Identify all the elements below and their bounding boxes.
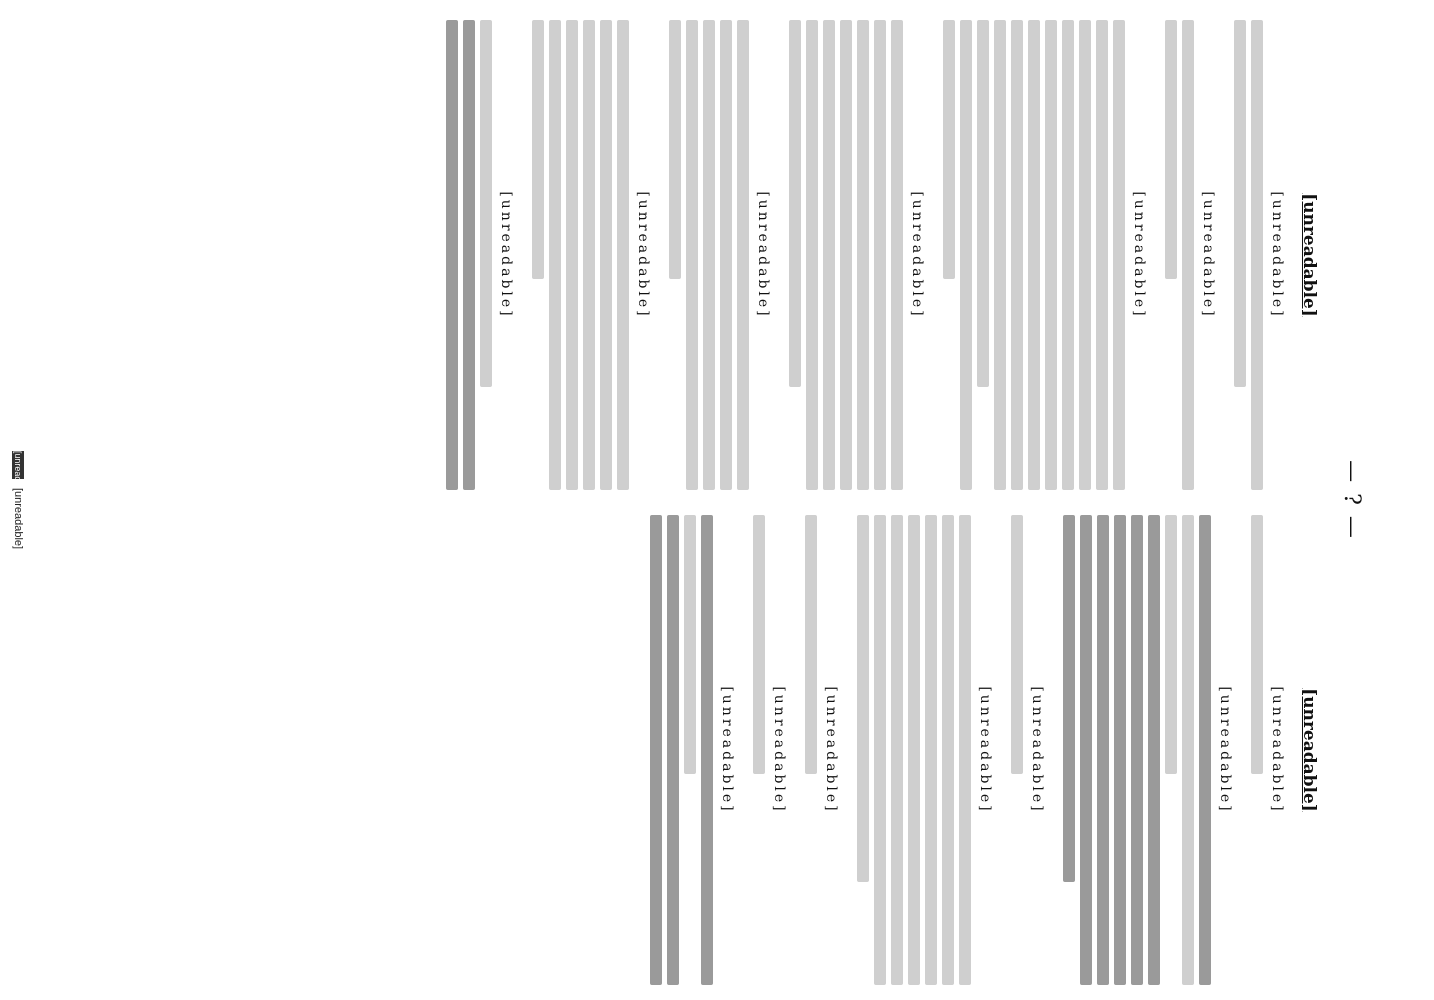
text-line-placeholder — [667, 515, 679, 985]
text-line-placeholder — [1165, 20, 1177, 279]
text-line-placeholder — [1096, 20, 1108, 490]
text-line-placeholder — [959, 515, 971, 985]
section-title: [unreadable] — [719, 686, 735, 814]
section-title: [unreadable] — [977, 686, 993, 814]
text-line-placeholder — [823, 20, 835, 490]
section — [1063, 515, 1233, 985]
section-title: [unreadable] — [823, 686, 839, 814]
text-line-placeholder — [1131, 515, 1143, 985]
text-line-placeholder — [1182, 20, 1194, 490]
text-line-placeholder — [684, 515, 696, 774]
text-line-placeholder — [480, 20, 492, 387]
text-line-placeholder — [943, 20, 955, 279]
text-line-placeholder — [1234, 20, 1246, 387]
text-line-placeholder — [891, 20, 903, 490]
section — [753, 515, 787, 985]
text-line-placeholder — [942, 515, 954, 985]
text-line-placeholder — [686, 20, 698, 490]
section — [650, 515, 735, 985]
text-line-placeholder — [737, 20, 749, 490]
text-line-placeholder — [1114, 515, 1126, 985]
section — [1234, 20, 1285, 490]
section — [532, 20, 651, 490]
text-line-placeholder — [1182, 515, 1194, 985]
section — [789, 20, 925, 490]
text-line-placeholder — [1011, 515, 1023, 774]
section — [1011, 515, 1045, 985]
text-line-placeholder — [789, 20, 801, 387]
section — [446, 20, 514, 490]
section-title: [unreadable] — [498, 191, 514, 319]
text-line-placeholder — [720, 20, 732, 490]
section-title: [unreadable] — [1269, 191, 1285, 319]
text-line-placeholder — [1079, 20, 1091, 490]
text-line-placeholder — [977, 20, 989, 387]
text-line-placeholder — [874, 515, 886, 985]
text-line-placeholder — [1148, 515, 1160, 985]
text-line-placeholder — [891, 515, 903, 985]
section-title: [unreadable] — [1200, 191, 1216, 319]
text-line-placeholder — [617, 20, 629, 490]
section — [1165, 20, 1216, 490]
text-line-placeholder — [753, 515, 765, 774]
text-line-placeholder — [650, 515, 662, 985]
text-line-placeholder — [1045, 20, 1057, 490]
text-line-placeholder — [549, 20, 561, 490]
text-line-placeholder — [994, 20, 1006, 490]
text-line-placeholder — [1011, 20, 1023, 490]
text-line-placeholder — [805, 515, 817, 774]
text-line-placeholder — [566, 20, 578, 490]
funder-logo: [unreadable] — [12, 450, 23, 501]
section — [1251, 515, 1285, 985]
text-line-placeholder — [960, 20, 972, 490]
text-line-placeholder — [857, 515, 869, 882]
section — [805, 515, 839, 985]
section — [943, 20, 1147, 490]
text-line-placeholder — [1080, 515, 1092, 985]
section-title: [unreadable] — [909, 191, 925, 319]
section-title: [unreadable] — [1217, 686, 1233, 814]
text-line-placeholder — [840, 20, 852, 490]
section-title: [unreadable] — [1131, 191, 1147, 319]
right-column-heading: [unreadable] — [1299, 688, 1319, 812]
text-line-placeholder — [583, 20, 595, 490]
text-line-placeholder — [703, 20, 715, 490]
text-line-placeholder — [874, 20, 886, 490]
left-column — [428, 20, 1319, 490]
text-line-placeholder — [908, 515, 920, 985]
text-line-placeholder — [446, 20, 458, 490]
text-line-placeholder — [1199, 515, 1211, 985]
section-title: [unreadable] — [1029, 686, 1045, 814]
right-column — [632, 515, 1319, 985]
text-line-placeholder — [1097, 515, 1109, 985]
text-line-placeholder — [701, 515, 713, 985]
section-title: [unreadable] — [771, 686, 787, 814]
text-line-placeholder — [806, 20, 818, 490]
text-line-placeholder — [1165, 515, 1177, 774]
section-title: [unreadable] — [1269, 686, 1285, 814]
text-line-placeholder — [1251, 515, 1263, 774]
text-line-placeholder — [1028, 20, 1040, 490]
page-number: — ? — — [1339, 460, 1364, 540]
text-line-placeholder — [1063, 515, 1075, 882]
footer-text: [unreadable] — [12, 487, 24, 550]
text-line-placeholder — [532, 20, 544, 279]
section — [669, 20, 771, 490]
text-line-placeholder — [1062, 20, 1074, 490]
text-line-placeholder — [857, 20, 869, 490]
section-title: [unreadable] — [755, 191, 771, 319]
section — [857, 515, 993, 985]
text-line-placeholder — [669, 20, 681, 279]
text-line-placeholder — [463, 20, 475, 490]
section-title: [unreadable] — [635, 191, 651, 319]
text-line-placeholder — [600, 20, 612, 490]
text-line-placeholder — [925, 515, 937, 985]
text-line-placeholder — [1113, 20, 1125, 490]
text-line-placeholder — [1251, 20, 1263, 490]
digitization-footer — [12, 0, 24, 1000]
left-column-heading: [unreadable] — [1299, 193, 1319, 317]
